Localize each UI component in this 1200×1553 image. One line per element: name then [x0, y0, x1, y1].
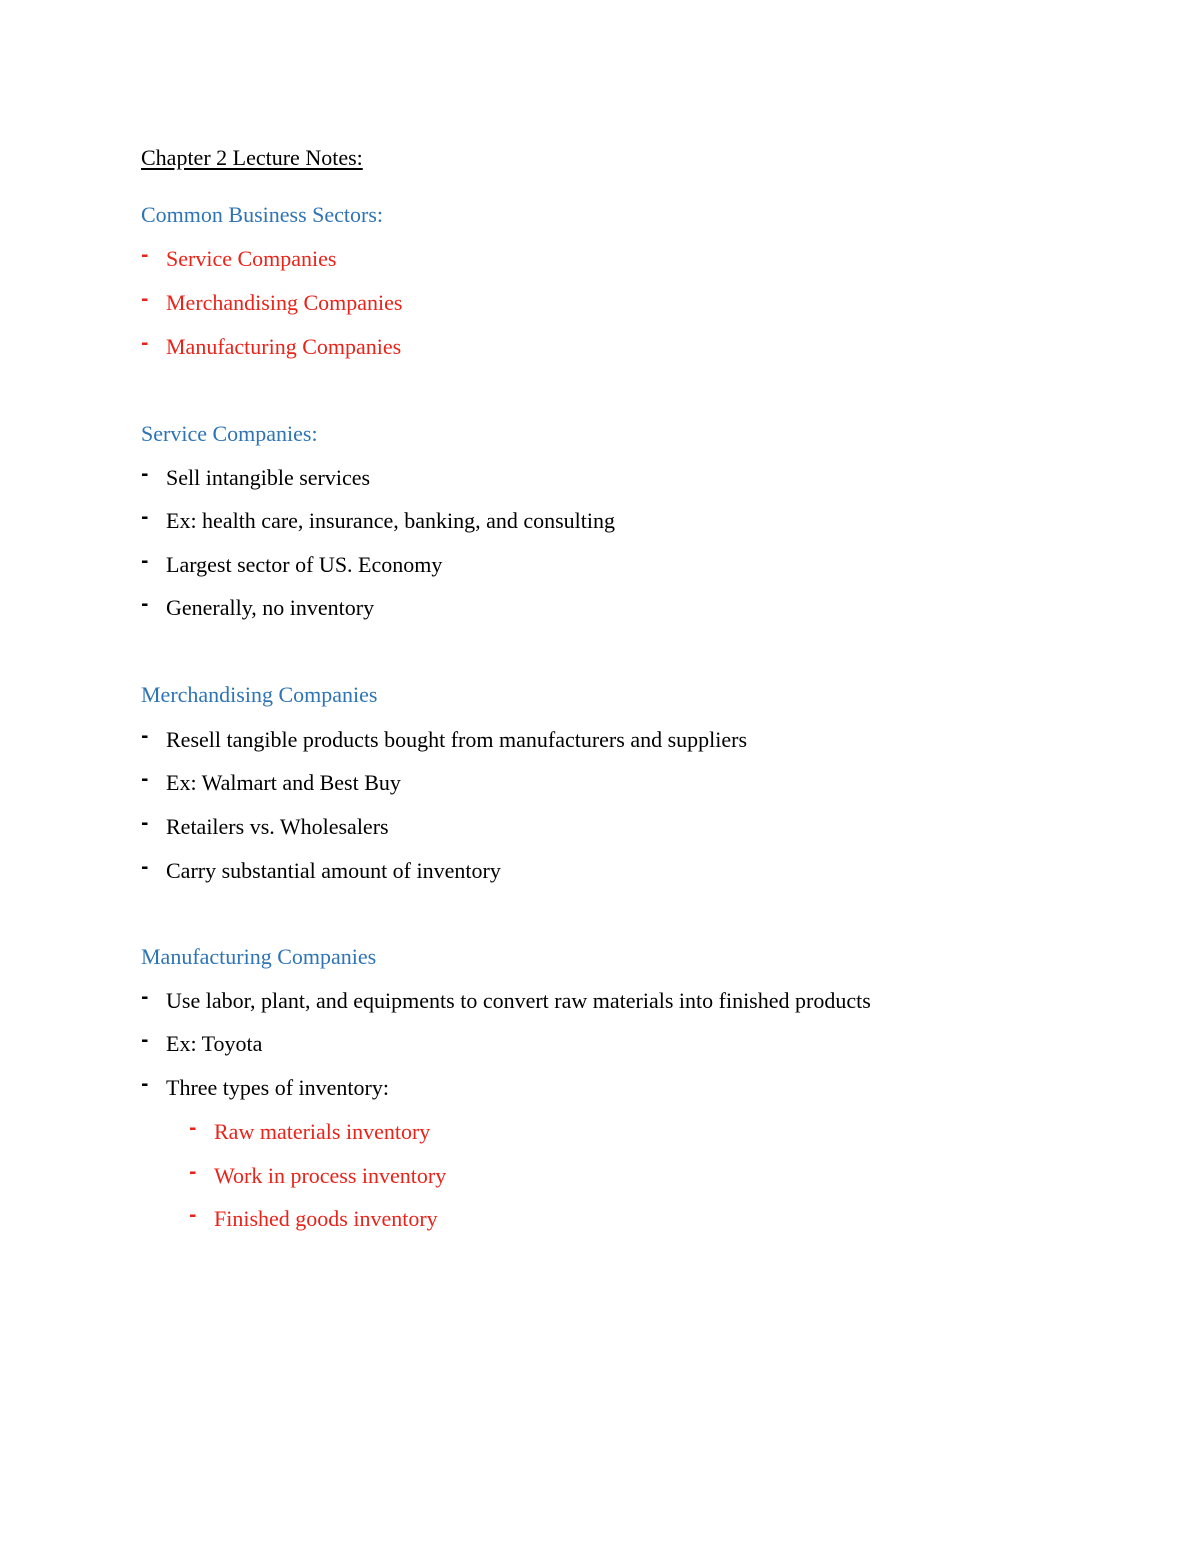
list-item-text: Ex: Toyota — [166, 1031, 263, 1056]
dash-bullet-icon: - — [189, 1118, 197, 1139]
list-item-text: Manufacturing Companies — [166, 334, 402, 359]
list-item-text: Service Companies — [166, 246, 337, 271]
list-item-text: Resell tangible products bought from manufacturers and suppliers — [166, 727, 748, 752]
list-item-text: Generally, no inventory — [166, 595, 375, 620]
dash-bullet-icon: - — [141, 857, 149, 878]
dash-bullet-icon: - — [141, 551, 149, 572]
sub-list-item-text: Raw materials inventory — [214, 1119, 431, 1144]
manufacturing-heading: Manufacturing Companies — [141, 944, 377, 969]
list-item-text: Three types of inventory: — [166, 1075, 389, 1100]
list-item-text: Sell intangible services — [166, 465, 371, 490]
dash-bullet-icon: - — [141, 726, 149, 747]
service-heading: Service Companies: — [141, 421, 318, 446]
list-item-text: Carry substantial amount of inventory — [166, 858, 501, 883]
dash-bullet-icon: - — [141, 245, 149, 266]
merchandising-heading: Merchandising Companies — [141, 682, 378, 707]
document-title: Chapter 2 Lecture Notes: — [141, 145, 363, 170]
sub-list-item-text: Work in process inventory — [214, 1163, 447, 1188]
dash-bullet-icon: - — [141, 507, 149, 528]
list-item-text: Ex: Walmart and Best Buy — [166, 770, 401, 795]
dash-bullet-icon: - — [141, 1074, 149, 1095]
sub-list-item-text: Finished goods inventory — [214, 1206, 438, 1231]
dash-bullet-icon: - — [189, 1205, 197, 1226]
list-item-text: Retailers vs. Wholesalers — [166, 814, 389, 839]
dash-bullet-icon: - — [141, 594, 149, 615]
list-item-text: Use labor, plant, and equipments to convert raw materials into finished products — [166, 988, 871, 1013]
dash-bullet-icon: - — [141, 987, 149, 1008]
dash-bullet-icon: - — [141, 1030, 149, 1051]
dash-bullet-icon: - — [141, 333, 149, 354]
dash-bullet-icon: - — [141, 464, 149, 485]
list-item-text: Merchandising Companies — [166, 290, 403, 315]
dash-bullet-icon: - — [141, 813, 149, 834]
list-item-text: Ex: health care, insurance, banking, and consulting — [166, 508, 616, 533]
dash-bullet-icon: - — [141, 289, 149, 310]
list-item-text: Largest sector of US. Economy — [166, 552, 443, 577]
dash-bullet-icon: - — [189, 1162, 197, 1183]
sectors-heading: Common Business Sectors: — [141, 202, 384, 227]
dash-bullet-icon: - — [141, 769, 149, 790]
